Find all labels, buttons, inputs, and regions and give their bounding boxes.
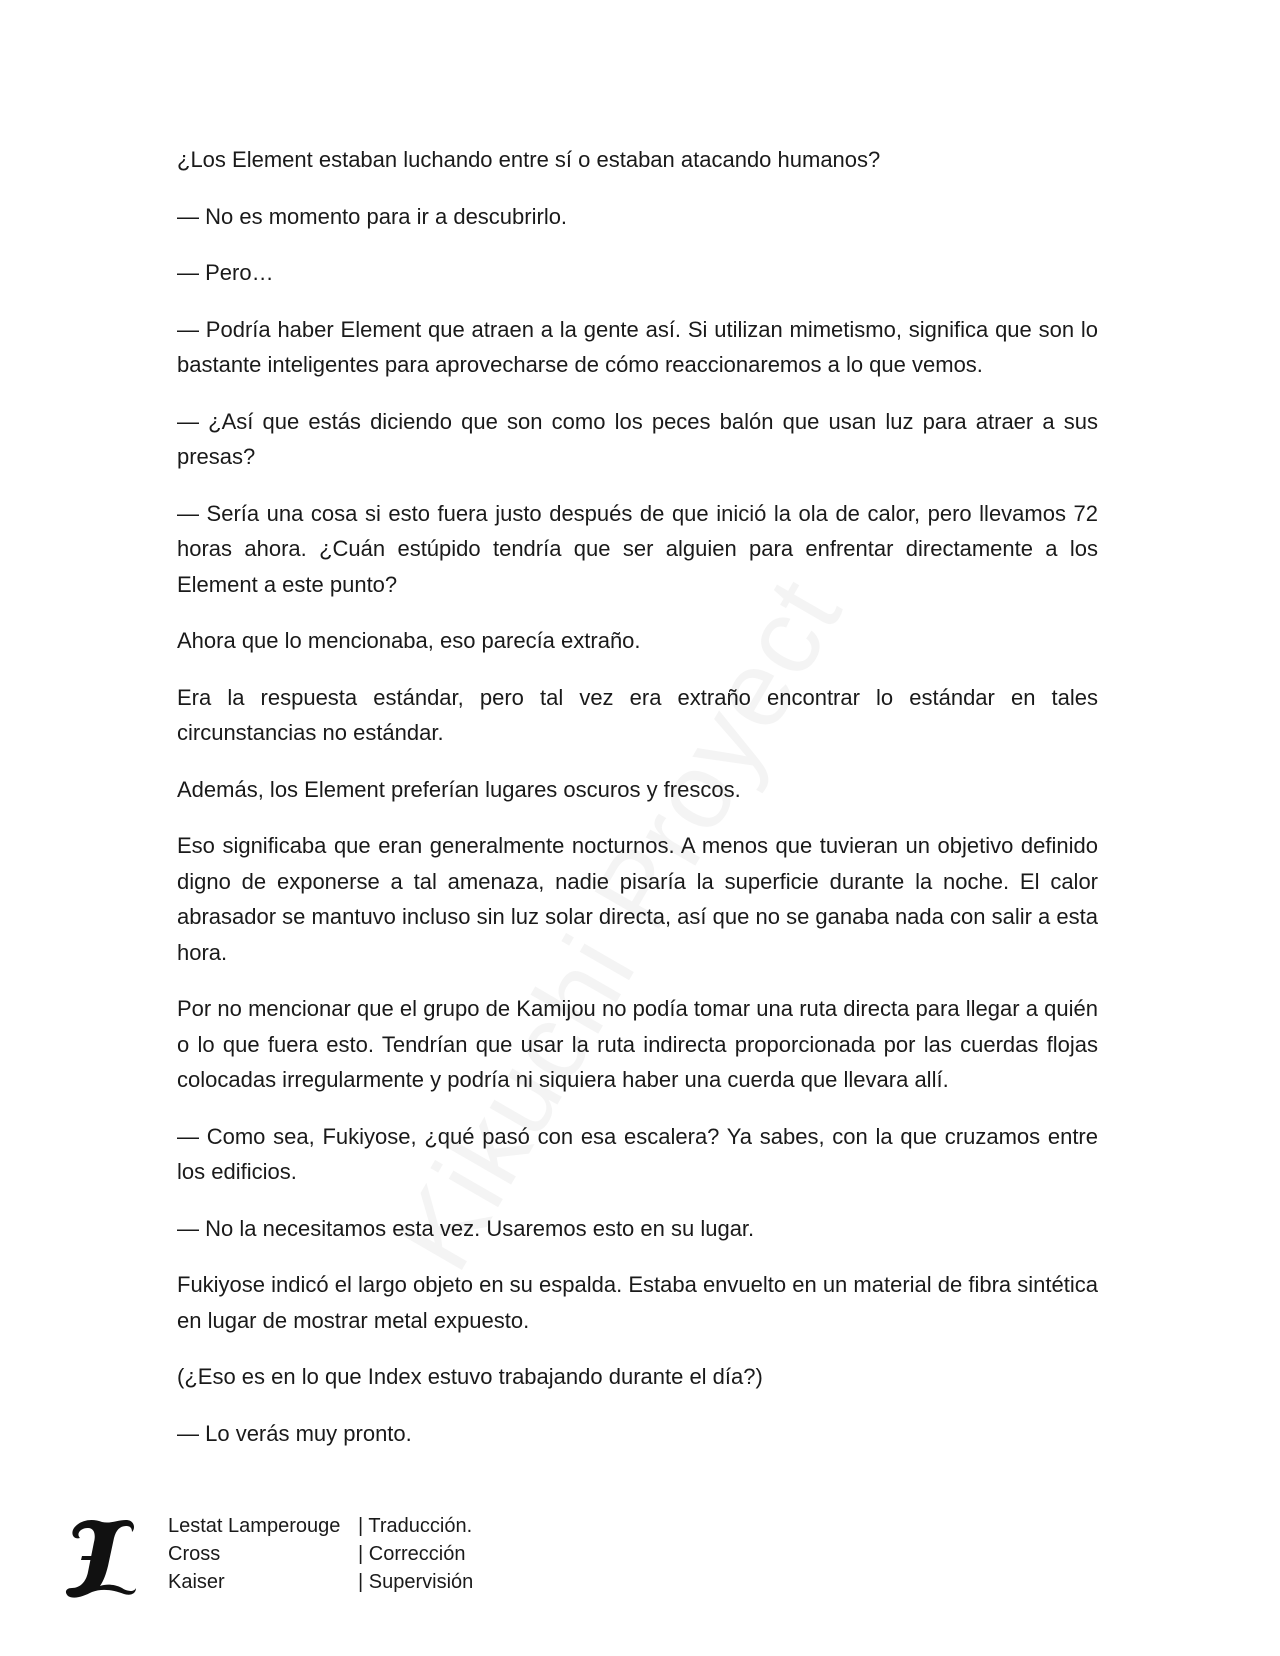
- paragraph: Por no mencionar que el grupo de Kamijou no podía tomar una ruta directa para llegar a quién o lo que fuera esto. Tendrían que usar la ruta indirecta proporcionada por las cuerdas flojas colocadas irregularmente y podría ni siquiera haber una cuerda que llevara allí.: [177, 996, 1098, 1092]
- credits-list: [168, 1512, 473, 1596]
- paragraph: — No es momento para ir a descubrirlo.: [177, 203, 568, 229]
- credits-footer: [62, 1512, 473, 1600]
- credit-name: Kaiser: [168, 1571, 225, 1593]
- paragraph: — ¿Así que estás diciendo que son como los peces balón que usan luz para atraer a sus presas?: [177, 408, 1098, 469]
- paragraph: — Podría haber Element que atraen a la gente así. Si utilizan mimetismo, significa que son lo bastante inteligentes para aprovecharse de cómo reaccionaremos a lo que vemos.: [177, 316, 1098, 377]
- body-text: [177, 142, 1098, 1472]
- paragraph: — Pero…: [177, 260, 274, 285]
- gothic-L-logo-icon: [62, 1516, 138, 1600]
- paragraph: — Como sea, Fukiyose, ¿qué pasó con esa escalera? Ya sabes, con la que cruzamos entre los edificios.: [177, 1123, 1098, 1184]
- credit-role: | Supervisión: [358, 1568, 473, 1596]
- credit-name: Cross: [168, 1543, 221, 1565]
- paragraph: ¿Los Element estaban luchando entre sí o estaban atacando humanos?: [177, 147, 881, 172]
- paragraph: — Sería una cosa si esto fuera justo después de que inició la ola de calor, pero llevamos 72 horas ahora. ¿Cuán estúpido tendría que ser alguien para enfrentar directamente a los Element a este punto?: [177, 500, 1098, 597]
- paragraph: Era la respuesta estándar, pero tal vez era extraño encontrar lo estándar en tales circunstancias no estándar.: [177, 684, 1098, 745]
- paragraph: — No la necesitamos esta vez. Usaremos esto en su lugar.: [177, 1215, 755, 1241]
- credit-name: Lestat Lamperouge: [168, 1515, 341, 1537]
- paragraph: (¿Eso es en lo que Index estuvo trabajando durante el día?): [177, 1364, 763, 1389]
- paragraph: — Lo verás muy pronto.: [177, 1420, 412, 1446]
- paragraph: Ahora que lo mencionaba, eso parecía extraño.: [177, 628, 641, 653]
- paragraph: Además, los Element preferían lugares oscuros y frescos.: [177, 776, 741, 802]
- paragraph: Eso significaba que eran generalmente nocturnos. A menos que tuvieran un objetivo definido digno de exponerse a tal amenaza, nadie pisaría la superficie durante la noche. El calor abrasador se mantuvo incluso sin luz solar directa, así que no se ganaba nada con salir a esta hora.: [177, 833, 1098, 965]
- paragraph: Fukiyose indicó el largo objeto en su espalda. Estaba envuelto en un material de fibra sintética en lugar de mostrar metal expuesto.: [177, 1272, 1098, 1333]
- credit-role: | Traducción.: [358, 1512, 473, 1540]
- credit-role: | Corrección: [358, 1540, 473, 1568]
